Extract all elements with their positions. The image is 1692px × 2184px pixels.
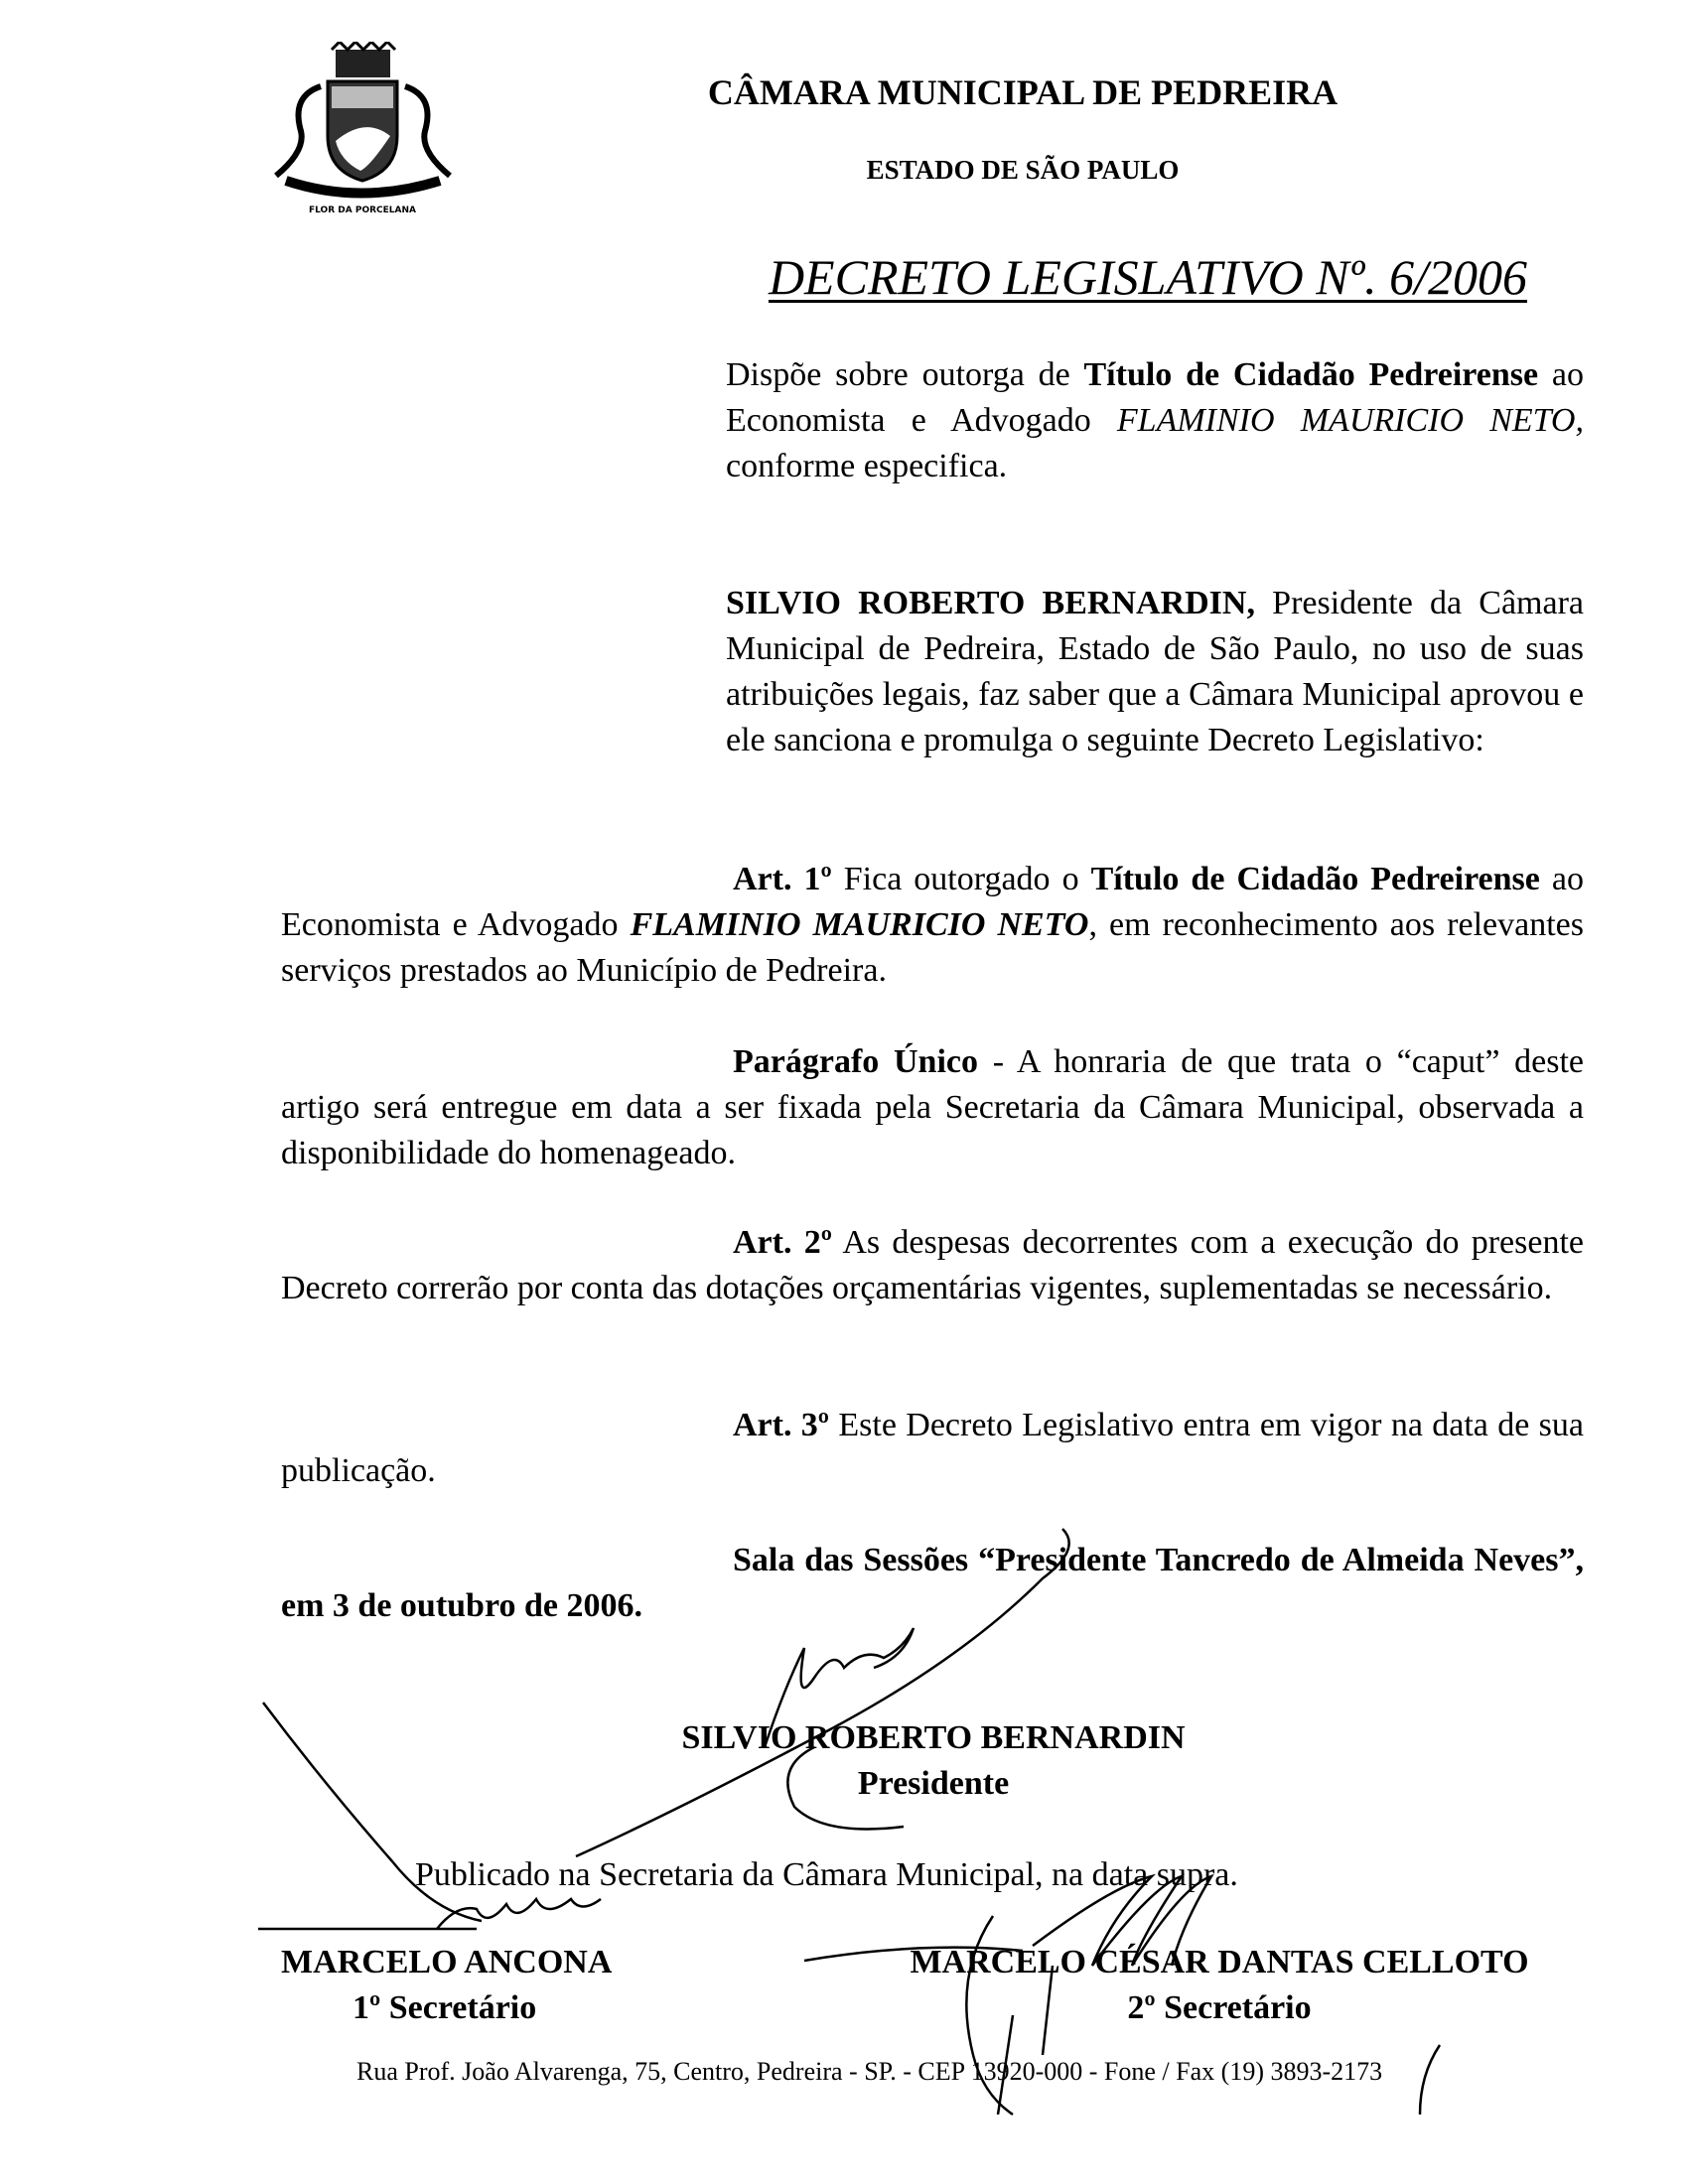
summary-text: Dispõe sobre outorga de xyxy=(726,356,1084,393)
article-honoree: FLAMINIO MAURICIO NETO xyxy=(630,906,1089,943)
logo-caption: FLOR DA PORCELANA xyxy=(309,205,416,215)
paragraph-text: - A honraria de que trata o “caput” deste artigo será entregue em data a ser fixada pela Secretaria da Câmara Municipal, observada a disponibilidade do homenageado. xyxy=(281,1043,1584,1171)
article-title-honor: Título de Cidadão Pedreirense xyxy=(1090,861,1540,897)
article-label: Art. 3º xyxy=(733,1407,830,1443)
decree-summary xyxy=(726,352,1584,489)
municipal-coat-of-arms-logo xyxy=(266,42,460,225)
article-1 xyxy=(281,857,1584,994)
article-text: Fica outorgado o xyxy=(831,861,1091,897)
coat-of-arms-icon xyxy=(266,42,460,201)
article-label: Art. 2º xyxy=(733,1224,832,1261)
preamble xyxy=(726,581,1584,763)
summary-text: conforme especifica. xyxy=(726,448,1008,484)
president-name: SILVIO ROBERTO BERNARDIN, xyxy=(726,585,1255,621)
signatory-name: SILVIO ROBERTO BERNARDIN xyxy=(681,1719,1186,1756)
signatory-name: MARCELO ANCONA xyxy=(281,1944,613,1980)
second-secretary-block xyxy=(857,1940,1582,2031)
first-secretary-block xyxy=(281,1940,612,2031)
publication-note: Publicado na Secretaria da Câmara Municipal, na data supra. xyxy=(415,1856,1238,1893)
summary-title-honor: Título de Cidadão Pedreirense xyxy=(1083,356,1539,393)
signatory-role: 2º Secretário xyxy=(1127,1989,1312,2026)
article-2 xyxy=(281,1220,1584,1311)
signatory-name: MARCELO CÉSAR DANTAS CELLOTO xyxy=(910,1944,1529,1980)
signatory-role: 1º Secretário xyxy=(352,1989,537,2026)
footer-address: Rua Prof. João Alvarenga, 75, Centro, Pedreira - SP. - CEP 13920-000 - Fone / Fax (19) 3893-2173 xyxy=(356,2057,1383,2086)
state-name: ESTADO DE SÃO PAULO xyxy=(866,155,1180,185)
article-text: Este Decreto Legislativo entra em vigor na data de sua publicação. xyxy=(281,1407,1584,1489)
paragrafo-unico xyxy=(281,1039,1584,1176)
signatory-role: Presidente xyxy=(857,1765,1010,1802)
article-text: ao Economista e Advogado xyxy=(281,861,1584,943)
article-text: As despesas decorrentes com a execução do presente Decreto correrão por conta das dotações orçamentárias vigentes, suplementadas se necessário. xyxy=(281,1224,1584,1306)
paragraph-label: Parágrafo Único xyxy=(733,1043,978,1080)
closing-session: Sala das Sessões “Presidente Tancredo de Almeida Neves”, em 3 de outubro de 2006. xyxy=(281,1542,1584,1624)
article-text: , em reconhecimento aos relevantes serviços prestados ao Município de Pedreira. xyxy=(281,906,1584,989)
article-3 xyxy=(281,1403,1584,1494)
article-label: Art. 1º xyxy=(733,861,832,897)
institution-name: CÂMARA MUNICIPAL DE PEDREIRA xyxy=(707,72,1339,112)
summary-text: ao Economista e Advogado xyxy=(726,356,1584,439)
summary-honoree: FLAMINIO MAURICIO NETO, xyxy=(1116,402,1584,439)
preamble-text: Presidente da Câmara Municipal de Pedreira, Estado de São Paulo, no uso de suas atribuições legais, faz saber que a Câmara Municipal aprovou e ele sanciona e promulga o seguinte Decreto Legislativo: xyxy=(726,585,1585,758)
decree-title: DECRETO LEGISLATIVO Nº. 6/2006 xyxy=(768,249,1527,305)
president-signature-block xyxy=(596,1715,1271,1807)
